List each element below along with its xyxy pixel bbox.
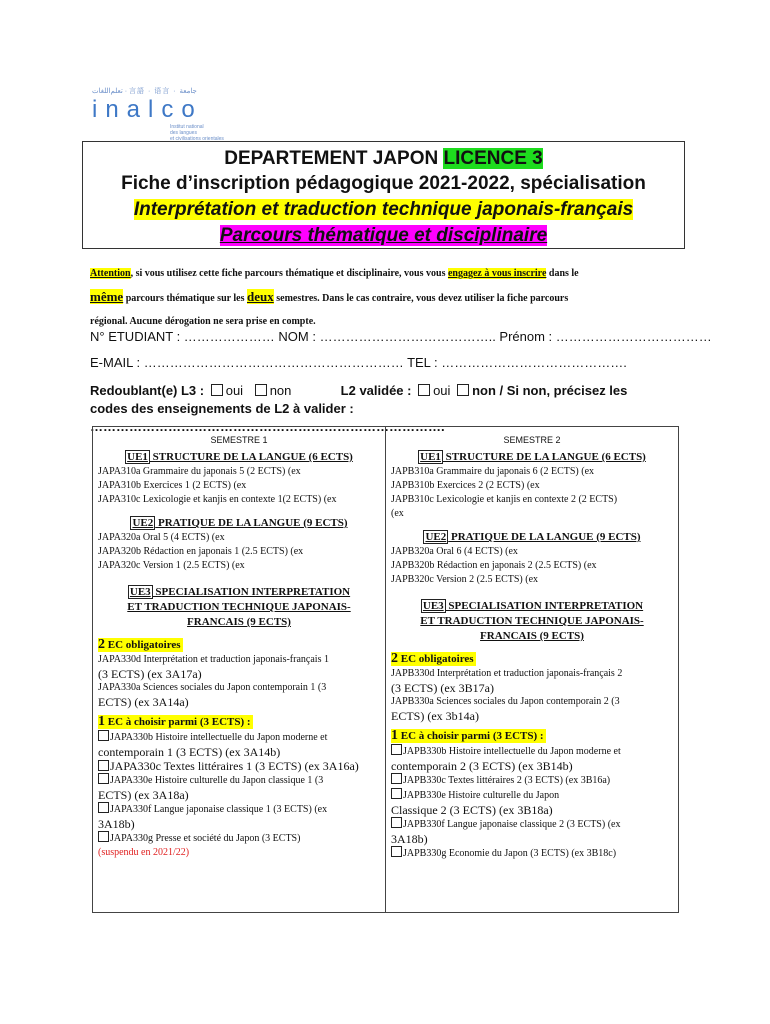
s1-course: JAPA320c Version 1 (2.5 ECTS) (ex (98, 560, 245, 571)
s2-japb330g-checkbox[interactable] (391, 846, 402, 857)
s1-ue3-heading: UE3 SPECIALISATION INTERPRETATION ET TRADUCTION TECHNIQUE JAPONAIS- FRANCAIS (9 ECTS) (127, 586, 351, 628)
s2-ue2-heading: UE2 PRATIQUE DE LA LANGUE (9 ECTS) (425, 531, 641, 543)
s1-ec-choix: 1 EC à choisir parmi (3 ECTS) : (98, 714, 251, 729)
s2-japb330f-checkbox[interactable] (391, 817, 402, 828)
s2-course: JAPB320a Oral 6 (4 ECTS) (ex (391, 546, 518, 557)
s1-japa330f-checkbox[interactable] (98, 802, 109, 813)
s1-option: JAPA330c Textes littéraires 1 (3 ECTS) (ex 3A16a) (98, 759, 380, 773)
logo-subtitle: Institut national des langues et civilisations orientales (170, 124, 224, 142)
s1-course: JAPA320b Rédaction en japonais 1 (2.5 ECTS) (ex (98, 546, 304, 557)
l2-non-checkbox[interactable] (457, 384, 469, 396)
s2-option: JAPB330f Langue japonaise classique 2 (3 ECTS) (ex (391, 817, 673, 832)
s2-option: JAPB330c Textes littéraires 2 (3 ECTS) (ex 3B16a) (391, 773, 673, 788)
s1-ue1-heading: UE1 STRUCTURE DE LA LANGUE (6 ECTS) (127, 451, 353, 463)
redoublant-oui-checkbox[interactable] (211, 384, 223, 396)
form-title: Fiche d’inscription pédagogique 2021-2022, spécialisation (121, 173, 646, 194)
s2-option: JAPB330b Histoire intellectuelle du Japon moderne et (391, 744, 673, 759)
redoublant-section: Redoublant(e) L3 : oui non L2 validée : oui non / Si non, précisez les codes des enseignements de L2 à valider : ………………………………………………………………………. (90, 382, 690, 436)
semester2-column (391, 427, 673, 912)
semester1-title: SEMESTRE 1 (210, 435, 268, 445)
department-title: DEPARTEMENT JAPON LICENCE 3 (224, 148, 543, 169)
s2-course: JAPB320c Version 2 (2.5 ECTS) (ex (391, 574, 539, 585)
s1-course: contemporain 1 (3 ECTS) (ex 3A14b) (98, 745, 281, 759)
student-id-name-field[interactable]: N° ETUDIANT : ………………… NOM : ………………………………….. Prénom : ……………………………… (90, 329, 712, 344)
attention-notice: Attention, si vous utilisez cette fiche parcours thématique et disciplinaire, vous vous engagez à vous inscrire dans le même parcours thématique sur les deux semestres. Dans le cas contraire, vous devez utiliser la fiche parcours régional. Aucune dérogation ne sera prise en compte. (90, 268, 579, 327)
s1-course: ECTS) (ex 3A14a) (98, 695, 189, 709)
s2-course: JAPB310c Lexicologie et kanjis en contexte 2 (2 ECTS) (391, 494, 618, 505)
l2-oui-checkbox[interactable] (418, 384, 430, 396)
s1-japa330c-checkbox[interactable] (98, 760, 109, 771)
inalco-logo (92, 86, 242, 142)
s2-course: (3 ECTS) (ex 3B17a) (391, 681, 494, 695)
s1-option: JAPA330f Langue japonaise classique 1 (3 ECTS) (ex (98, 802, 380, 817)
semester1-column (98, 427, 380, 912)
column-divider (385, 427, 386, 912)
s2-course: JAPB320b Rédaction en japonais 2 (2.5 ECTS) (ex (391, 560, 597, 571)
s2-course: JAPB330d Interprétation et traduction japonais-français 2 (391, 668, 623, 679)
parcours-title: Parcours thématique et disciplinaire (219, 225, 548, 246)
s1-option: JAPA330e Histoire culturelle du Japon classique 1 (3 (98, 773, 380, 788)
s1-course: JAPA320a Oral 5 (4 ECTS) (ex (98, 532, 225, 543)
s1-course: (3 ECTS) (ex 3A17a) (98, 667, 202, 681)
course-table (92, 426, 679, 913)
s1-option: JAPA330g Presse et société du Japon (3 ECTS) (98, 831, 380, 846)
s1-option: JAPA330b Histoire intellectuelle du Japon moderne et (98, 730, 380, 745)
logo-multilingual-line: تعلم‌اللغات · 言語 · 语言 · جامعة (92, 88, 197, 95)
s2-option: JAPB330g Economie du Japon (3 ECTS) (ex 3B18c) (391, 846, 673, 861)
s2-course: contemporain 2 (3 ECTS) (ex 3B14b) (391, 759, 573, 773)
s1-course: JAPA330d Interprétation et traduction japonais-français 1 (98, 654, 329, 665)
s2-japb330e-checkbox[interactable] (391, 788, 402, 799)
s2-ec-obligatoires: 2 EC obligatoires (391, 651, 474, 666)
s1-course: JAPA310a Grammaire du japonais 5 (2 ECTS) (ex (98, 466, 301, 477)
s1-japa330e-checkbox[interactable] (98, 773, 109, 784)
s2-course: ECTS) (ex 3b14a) (391, 709, 479, 723)
s2-option: JAPB330e Histoire culturelle du Japon (391, 788, 673, 803)
s1-course: JAPA310c Lexicologie et kanjis en contexte 1(2 ECTS) (ex (98, 494, 337, 505)
s1-ue2-heading: UE2 PRATIQUE DE LA LANGUE (9 ECTS) (132, 517, 348, 529)
s1-japa330b-checkbox[interactable] (98, 730, 109, 741)
s1-course: ECTS) (ex 3A18a) (98, 788, 189, 802)
s1-course: 3A18b) (98, 817, 135, 831)
s2-course: JAPB310a Grammaire du japonais 6 (2 ECTS) (ex (391, 466, 595, 477)
s2-course: (ex (391, 508, 404, 519)
s1-japa330g-checkbox[interactable] (98, 831, 109, 842)
email-tel-field[interactable]: E-MAIL : …………………………………………………… TEL : ……………………………………. (90, 355, 627, 370)
s2-ue1-heading: UE1 STRUCTURE DE LA LANGUE (6 ECTS) (420, 451, 646, 463)
specialisation-title: Interprétation et traduction technique japonais-français (133, 199, 634, 220)
redoublant-non-checkbox[interactable] (255, 384, 267, 396)
s2-japb330c-checkbox[interactable] (391, 773, 402, 784)
logo-wordmark: inalco (92, 96, 203, 123)
l2-codes-field[interactable]: codes des enseignements de L2 à valider : ………………………………………………………………………. (90, 401, 445, 434)
licence-badge: LICENCE 3 (443, 148, 543, 169)
s2-course: JAPB330a Sciences sociales du Japon contemporain 2 (3 (391, 696, 620, 707)
s2-ec-choix: 1 EC à choisir parmi (3 ECTS) : (391, 728, 544, 743)
s2-course: 3A18b) (391, 832, 428, 846)
s2-course: JAPB310b Exercices 2 (2 ECTS) (ex (391, 480, 540, 491)
s2-japb330b-checkbox[interactable] (391, 744, 402, 755)
s1-course: JAPA310b Exercices 1 (2 ECTS) (ex (98, 480, 247, 491)
title-box (82, 141, 685, 249)
s1-course: JAPA330a Sciences sociales du Japon contemporain 1 (3 (98, 682, 327, 693)
suspended-note: (suspendu en 2021/22) (98, 847, 190, 858)
s2-ue3-heading: UE3 SPECIALISATION INTERPRETATION ET TRADUCTION TECHNIQUE JAPONAIS- FRANCAIS (9 ECTS) (420, 600, 644, 642)
s1-ec-obligatoires: 2 EC obligatoires (98, 637, 181, 652)
semester2-title: SEMESTRE 2 (503, 435, 561, 445)
s2-course: Classique 2 (3 ECTS) (ex 3B18a) (391, 803, 553, 817)
